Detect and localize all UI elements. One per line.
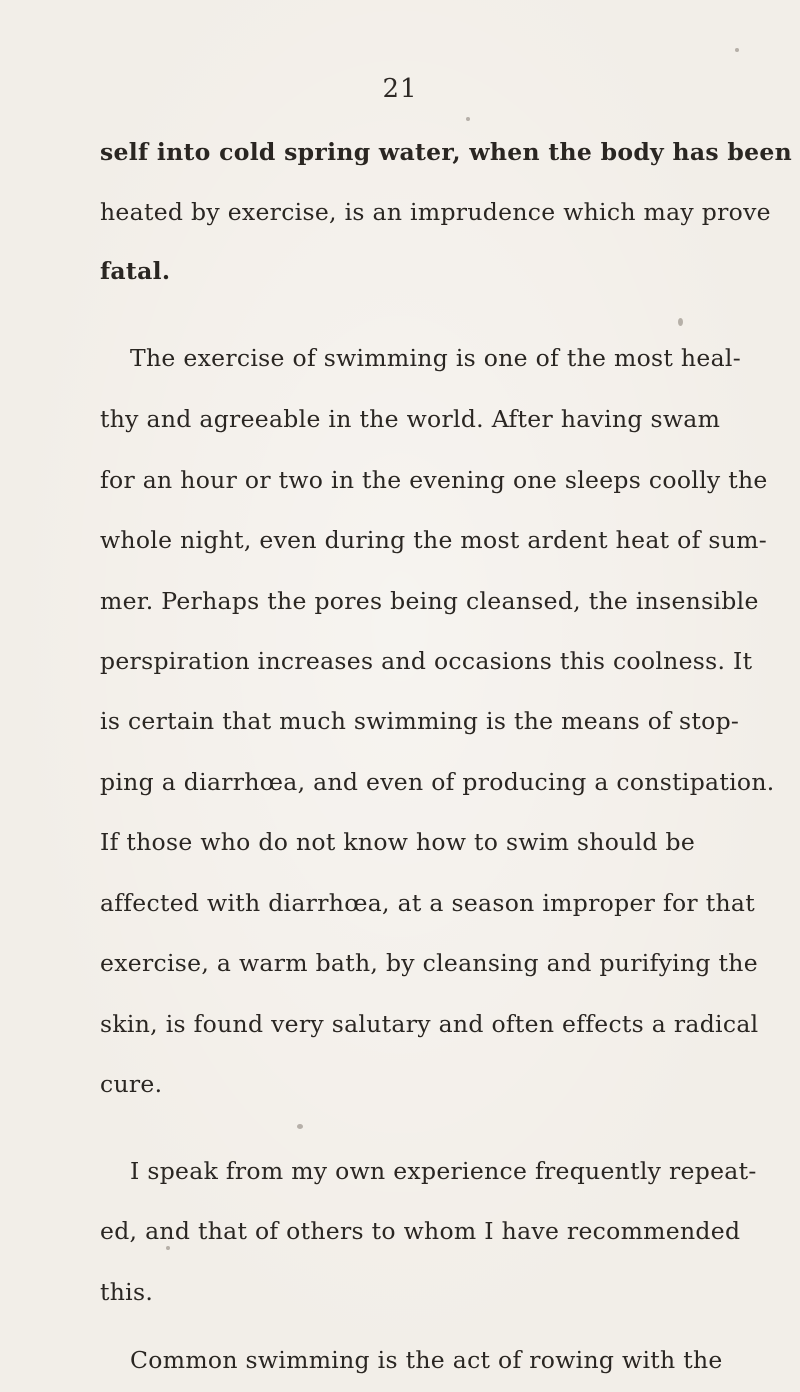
paper-speck — [678, 318, 683, 326]
text-line: is certain that much swimming is the means of stop- — [100, 707, 740, 735]
paper-speck — [166, 1246, 170, 1250]
text-line: cure. — [100, 1070, 163, 1098]
text-line: affected with diarrhœa, at a season improper for that — [100, 889, 755, 917]
text-line: If those who do not know how to swim should be — [100, 828, 696, 856]
text-line: thy and agreeable in the world. After having swam — [100, 405, 721, 433]
text-line: fatal. — [100, 257, 171, 285]
text-line: The exercise of swimming is one of the most heal- — [130, 344, 741, 372]
paper-speck — [735, 48, 739, 52]
text-line: this. — [100, 1278, 154, 1306]
page-number: 21 — [382, 74, 418, 104]
paper-speck — [297, 1124, 303, 1129]
text-line: I speak from my own experience frequently repeat- — [130, 1157, 757, 1185]
text-line: skin, is found very salutary and often effects a radical — [100, 1010, 759, 1038]
text-line: self into cold spring water, when the body has been — [100, 138, 793, 166]
text-line: whole night, even during the most ardent heat of sum- — [100, 526, 767, 554]
text-line: for an hour or two in the evening one sleeps coolly the — [100, 466, 768, 494]
text-line: Common swimming is the act of rowing with the — [130, 1346, 723, 1374]
text-line: ping a diarrhœa, and even of producing a constipation. — [100, 768, 775, 796]
text-line: ed, and that of others to whom I have recommended — [100, 1217, 741, 1245]
text-line: exercise, a warm bath, by cleansing and purifying the — [100, 949, 758, 977]
text-line: heated by exercise, is an imprudence which may prove — [100, 198, 771, 226]
text-line: perspiration increases and occasions this coolness. It — [100, 647, 753, 675]
paper-speck — [466, 117, 470, 121]
text-line: mer. Perhaps the pores being cleansed, the insensible — [100, 587, 759, 615]
